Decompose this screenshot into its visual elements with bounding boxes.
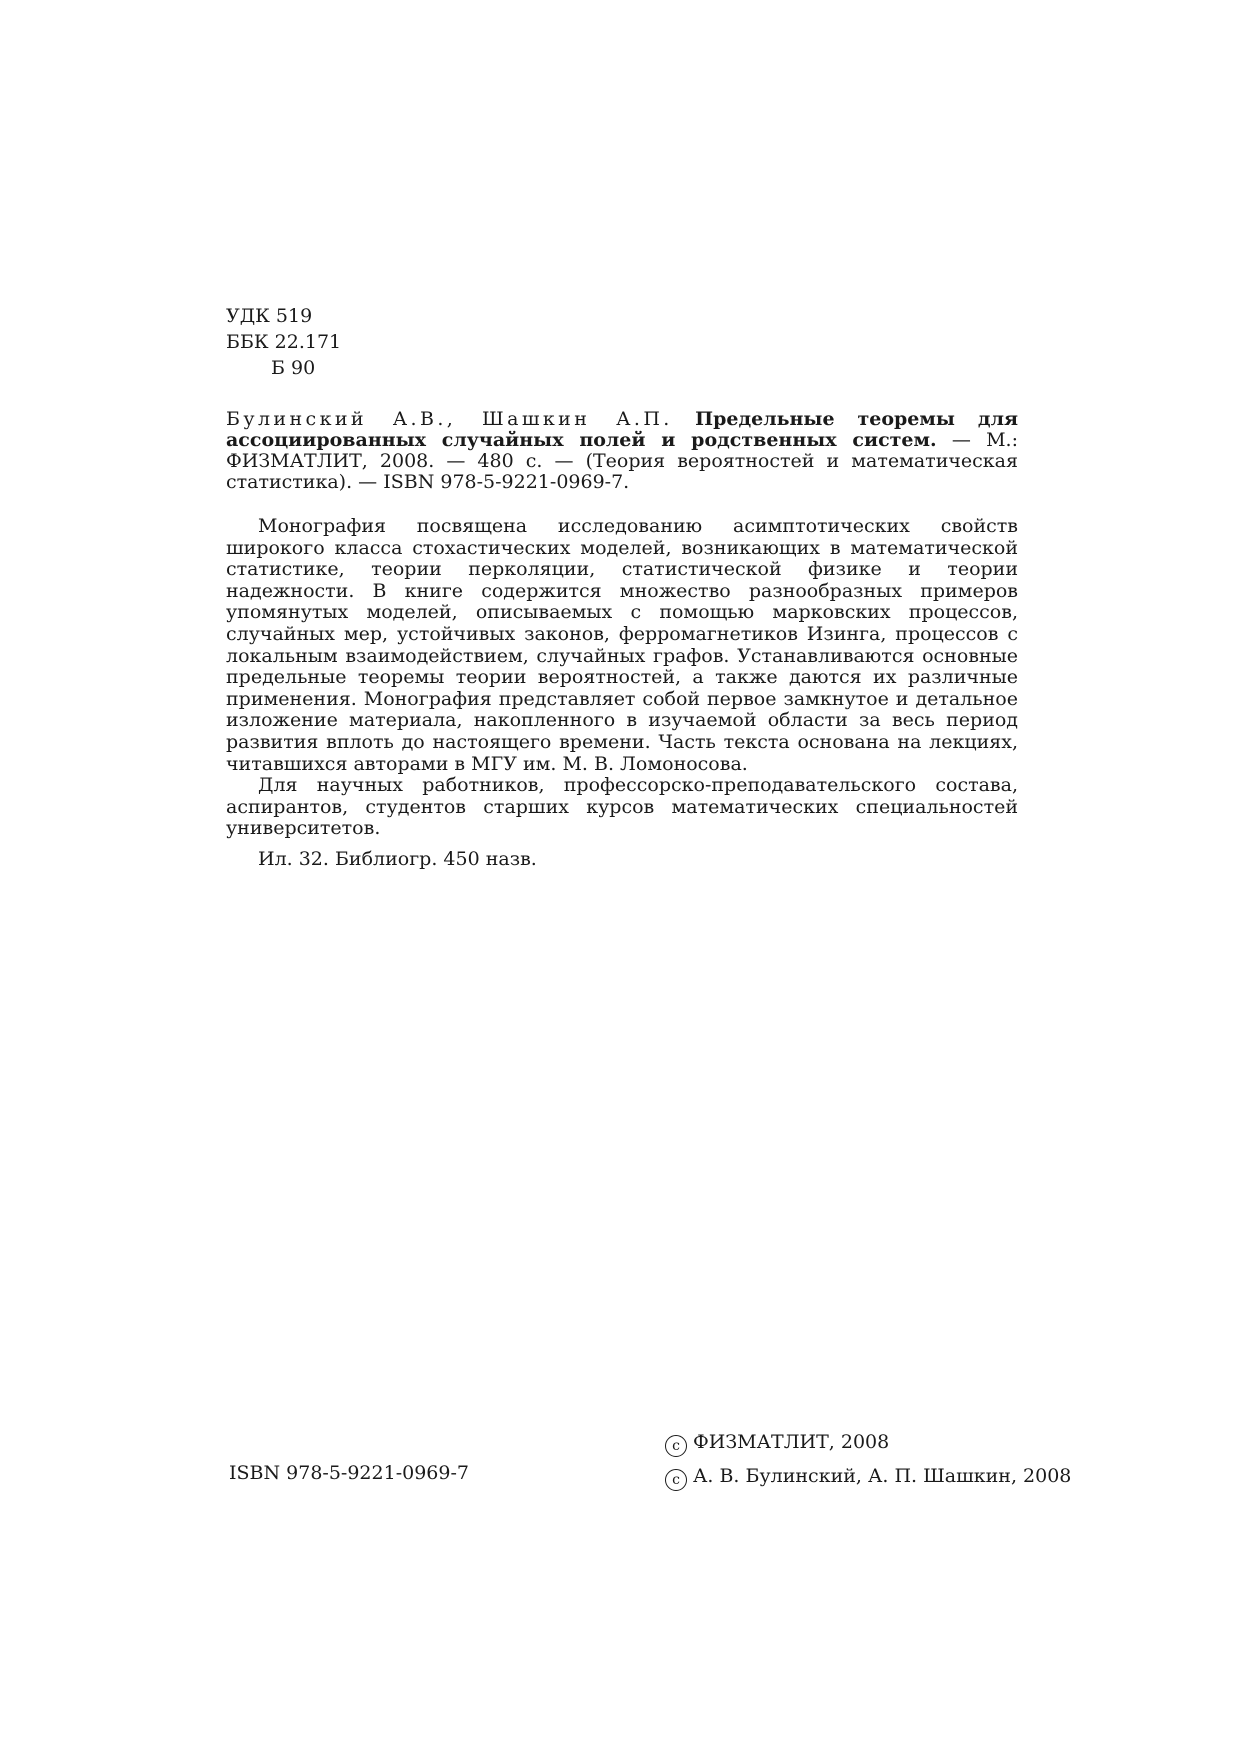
abstract-paragraph: Монография посвящена исследованию асимптотических свойств широкого класса стохастических моделей, возникающих в математической статистике, теории перколяции, статистической физике и теории надежности. В книге содержится множество разнообразных примеров упомянутых моделей, описываемых с помощью марковских процессов, случайных мер, устойчивых законов, ферромагнетиков Изинга, процессов с локальным взаимодействием, случайных графов. Устанавливаются основные предельные теоремы теории вероятностей, а также даются их различные применения. Монография представляет собой первое замкнутое и детальное изложение материала, накопленного в изучаемой области за весь период развития вплоть до настоящего времени. Часть текста основана на лекциях, читавшихся авторами в МГУ им. М. В. Ломоносова. [226,515,1018,775]
copyright-publisher-text: ФИЗМАТЛИТ, 2008 [693,1431,890,1453]
classification-block [226,303,341,381]
copyright-authors-text: А. В. Булинский, А. П. Шашкин, 2008 [693,1465,1072,1487]
bbk-code: ББК 22.171 [226,331,342,353]
udk-code: УДК 519 [226,305,313,327]
book-title: Предельные теоремы для ассоциированных случайных полей и родственных систем. [226,408,1019,451]
copyright-icon: c [665,1469,687,1491]
abstract [226,516,1018,871]
copyright-icon: c [665,1435,687,1457]
isbn: ISBN 978-5-9221-0969-7 [229,1462,469,1484]
illustrations-count: Ил. 32. Библиогр. 450 назв. [258,847,537,870]
copyright-publisher [665,1430,1071,1457]
authors: Булинский А.В., Шашкин А.П. [226,408,673,430]
copyright-block [665,1430,1071,1498]
imprint-details: — М.: ФИЗМАТЛИТ, 2008. — 480 с. — (Теория вероятностей и математическая статистика). — ISBN 978-5-9221-0969-7. [226,429,1018,493]
copyright-authors [665,1464,1071,1491]
author-sign: Б 90 [271,357,316,379]
bibliographic-record [226,409,1018,493]
audience-paragraph: Для научных работников, профессорско-преподавательского состава, аспирантов, студентов старших курсов математических специальностей университетов. [226,774,1018,840]
